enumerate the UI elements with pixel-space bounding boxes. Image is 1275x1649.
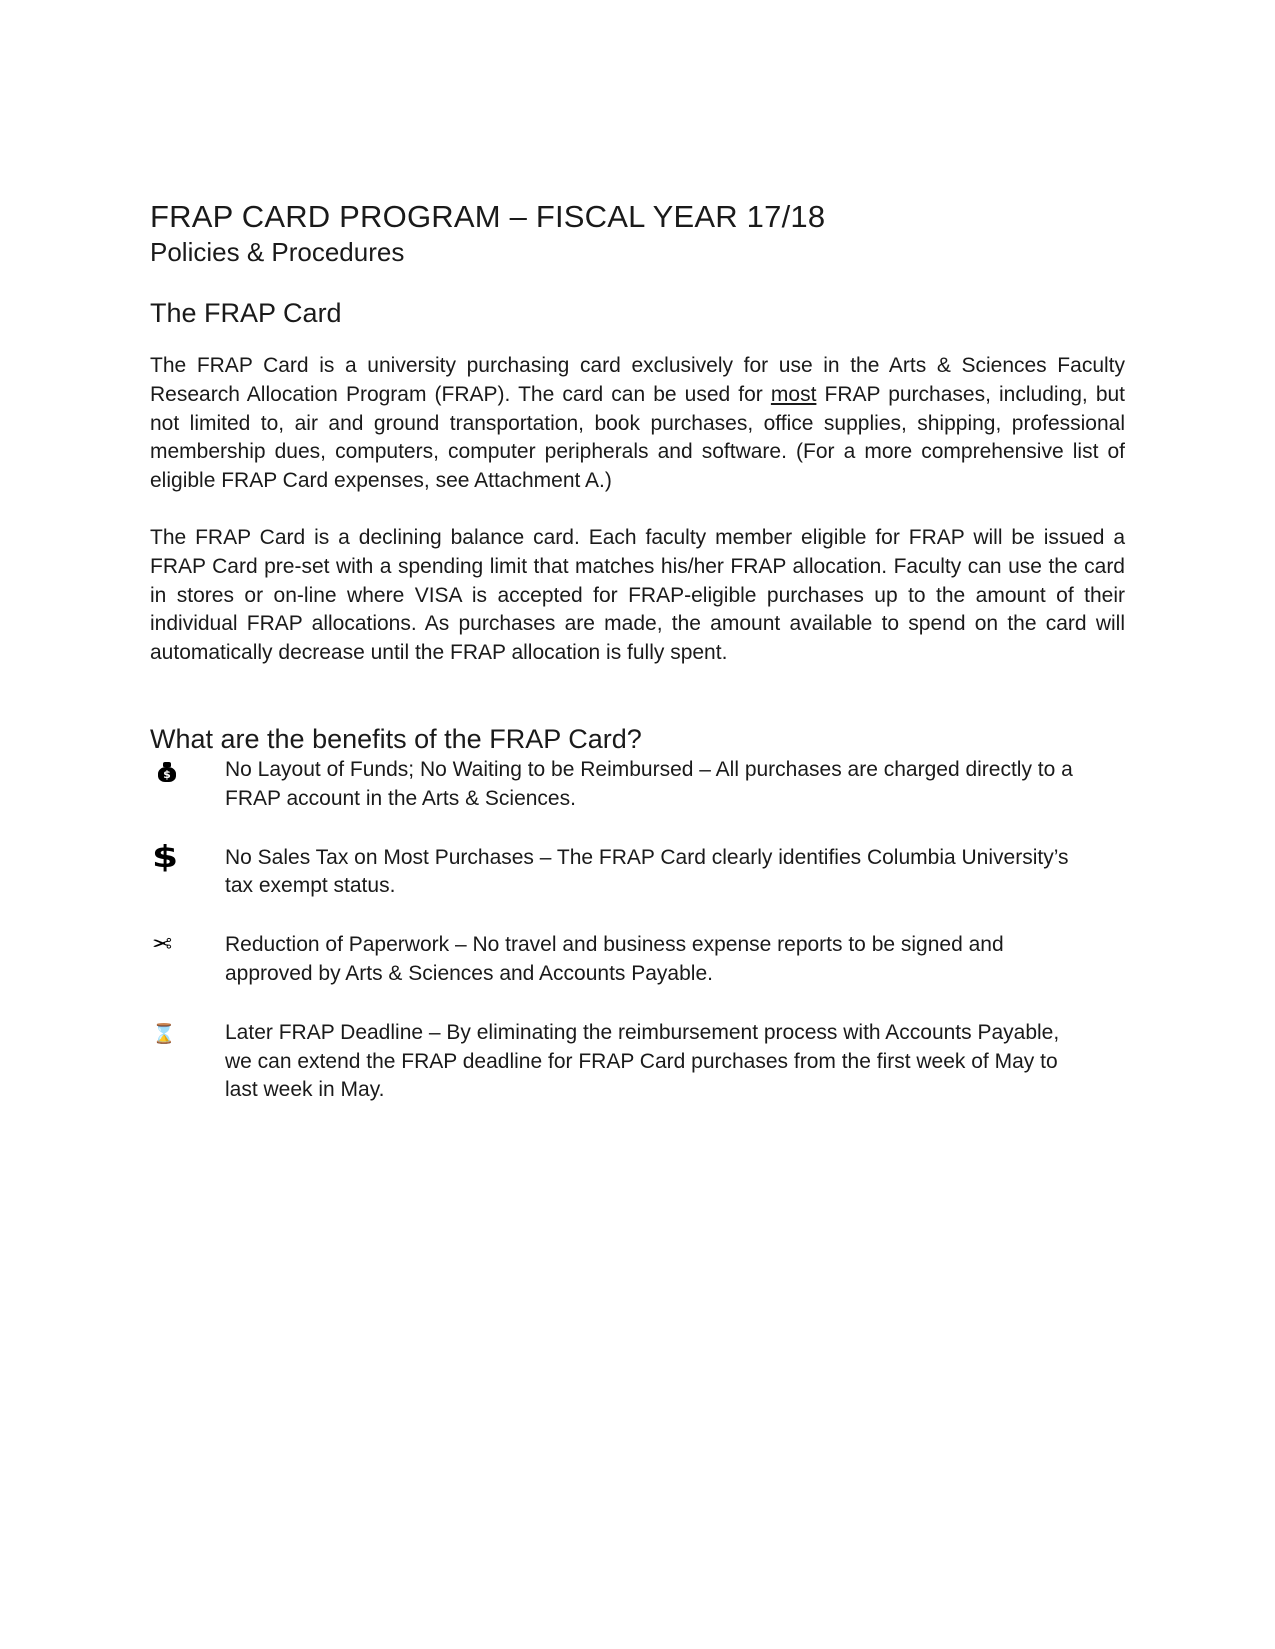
benefit-text: Reduction of Paperwork – No travel and business expense reports to be signed and approved by Arts & Sciences and Accounts Payable. (225, 933, 1004, 985)
benefit-text: Later FRAP Deadline – By eliminating the reimbursement process with Accounts Payable, we can extend the FRAP deadline for FRAP Card purchases from the first week of May to last week in May. (225, 1020, 1060, 1102)
money-bag-icon: $ (150, 756, 225, 790)
list-item (150, 931, 1125, 989)
paragraph-text: FRAP purchases, including, but not limited to, air and ground transportation, book purchases, office supplies, shipping, professional membership dues, computers, computer peripherals and software. (For a more comprehensive list of eligible FRAP Card expenses, see Attachment A.) (150, 382, 1126, 493)
benefit-text: No Layout of Funds; No Waiting to be Reimbursed – All purchases are charged directly to a FRAP account in the Arts & Sciences. (225, 757, 1073, 810)
benefit-text: No Sales Tax on Most Purchases – The FRAP Card clearly identifies Columbia University’s tax exempt status. (225, 845, 1069, 898)
underlined-emphasis: most (770, 382, 817, 406)
document-title: FRAP CARD PROGRAM – FISCAL YEAR 17/18 (150, 199, 826, 234)
paragraph-declining-balance: The FRAP Card is a declining balance card. Each faculty member eligible for FRAP will be issued a FRAP Card pre-set with a spending limit that matches his/her FRAP allocation. Faculty can use the card in stores or on-line where VISA is accepted for FRAP-eligible purchases up to the amount of their individual FRAP allocations. As purchases are made, the amount available to spend on the card will automatically decrease until the FRAP allocation is fully spent. (150, 525, 1125, 665)
section-heading-frap-card: The FRAP Card (150, 298, 342, 328)
list-item (150, 1019, 1125, 1105)
list-item (150, 839, 1125, 902)
section-heading-benefits: What are the benefits of the FRAP Card? (150, 723, 642, 754)
dollar-sign-icon: $ (152, 839, 179, 875)
paragraph-text: The FRAP Card is a university purchasing card exclusively for use in the Arts & Sciences Faculty Research Allocation Program (FRAP). The card can be used for (150, 354, 1125, 406)
benefits-list (150, 756, 1125, 1105)
scissors-icon: ✂ (152, 930, 173, 959)
paragraph-card-description (150, 352, 1125, 496)
document-page (150, 198, 1125, 1105)
hourglass-icon: ⌛ (152, 1022, 176, 1045)
list-item (150, 756, 1125, 814)
document-subtitle: Policies & Procedures (150, 237, 405, 267)
